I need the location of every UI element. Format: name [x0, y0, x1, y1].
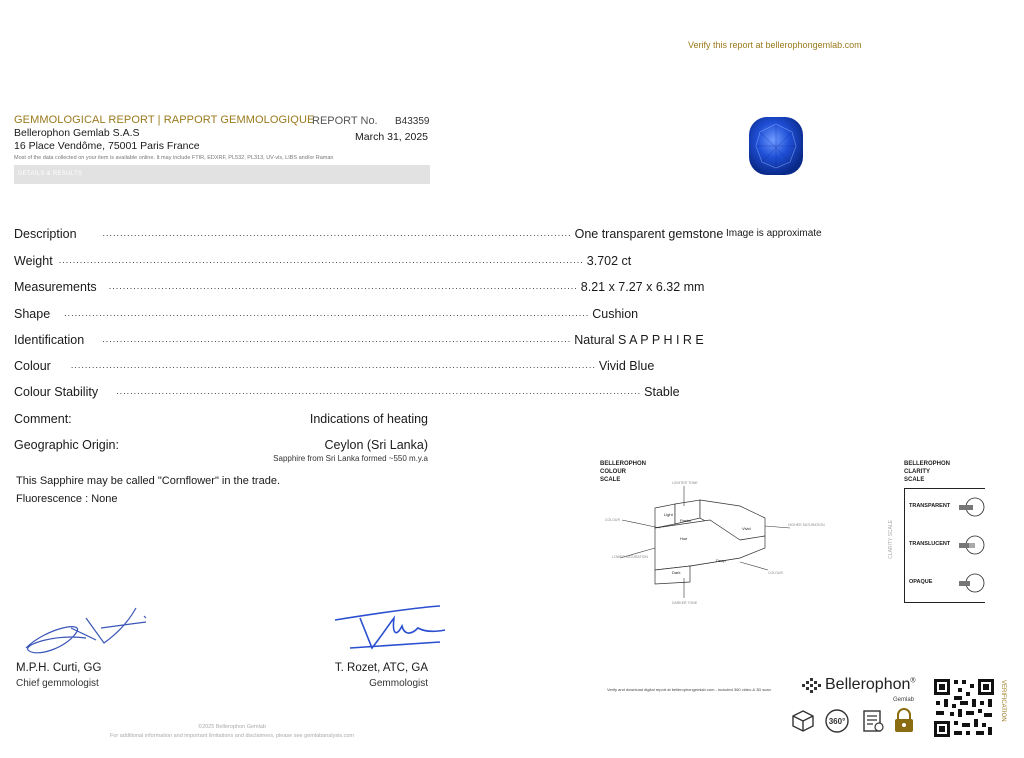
certificate-icon[interactable]	[860, 708, 886, 734]
field-label: Description	[14, 227, 77, 241]
3d-scan-icon[interactable]	[790, 708, 816, 734]
dot-leader: ......................................................................................................................................................	[70, 360, 596, 370]
svg-text:Light: Light	[664, 512, 673, 517]
signature-rozet	[330, 598, 450, 658]
field-label: Colour	[14, 359, 51, 373]
svg-text:LIGHTER TONE: LIGHTER TONE	[672, 481, 698, 485]
field-colour	[14, 355, 655, 373]
360-video-icon[interactable]	[824, 708, 850, 734]
signature-curti	[16, 598, 156, 662]
trade-note: This Sapphire may be called "Cornflower" in the trade.	[16, 475, 280, 487]
field-value: Indications of heating	[309, 412, 428, 426]
fluorescence-note: Fluorescence : None	[16, 493, 118, 505]
clarity-axis-label: CLARITY SCALE	[888, 520, 894, 559]
field-measurements	[14, 276, 705, 294]
footer-disclaimer: For additional information and important limitations and disclaimers, please see gemlabanalysis.com	[110, 733, 354, 739]
clarity-level: TRANSLUCENT	[909, 541, 951, 547]
clarity-level: OPAQUE	[909, 579, 933, 585]
field-value: One transparent gemstone	[574, 227, 724, 241]
svg-text:HIGHER SATURATION: HIGHER SATURATION	[788, 523, 825, 527]
field-colour-stability	[14, 381, 680, 399]
svg-text:360°: 360°	[828, 717, 846, 726]
field-value: Vivid Blue	[598, 359, 655, 373]
field-label: Geographic Origin:	[14, 438, 119, 452]
clarity-scale-title: BELLEROPHON CLARITY SCALE	[904, 461, 951, 483]
field-label: Measurements	[14, 280, 97, 294]
svg-text:COLOUR: COLOUR	[605, 518, 620, 522]
svg-text:Deep: Deep	[716, 558, 726, 563]
signatory-role: Chief gemmologist	[16, 678, 99, 689]
company-block	[14, 127, 200, 153]
dot-leader: ......................................................................................................................................	[102, 228, 572, 238]
field-shape	[14, 303, 639, 321]
qr-code[interactable]	[932, 677, 996, 739]
colour-scale-title: BELLEROPHON COLOUR SCALE	[600, 461, 647, 483]
qr-note: Verify and download digital report at bellerophongemlab.com - included 360 video & 3D scan	[607, 687, 771, 692]
clarity-icons	[957, 492, 985, 598]
report-number: B43359	[395, 116, 430, 127]
section-bar	[14, 165, 430, 184]
verify-link[interactable]: Verify this report at bellerophongemlab.com	[688, 40, 862, 50]
signatory-name: T. Rozet, ATC, GA	[334, 662, 428, 674]
signatory-2	[335, 662, 428, 689]
svg-text:DARKER TONE: DARKER TONE	[672, 601, 698, 605]
signatory-1	[16, 662, 101, 689]
field-geographic-origin	[14, 434, 428, 452]
field-label: Shape	[14, 307, 51, 321]
field-value: Natural S A P P H I R E	[574, 333, 704, 347]
signatory-name: M.P.H. Curti, GG	[16, 662, 102, 674]
field-value: 3.702 ct	[586, 254, 632, 268]
field-label: Identification	[14, 333, 85, 347]
lock-icon	[893, 708, 915, 734]
field-value: Stable	[644, 385, 680, 399]
report-date: March 31, 2025	[355, 131, 428, 143]
field-value: 8.21 x 7.27 x 6.32 mm	[580, 280, 705, 294]
image-caption: Image is approximate	[726, 228, 822, 239]
dot-leader: ......................................................................................................................................................	[64, 308, 590, 318]
section-bar-label: DETAILS & RESULTS	[18, 171, 83, 177]
clarity-scale-box	[904, 488, 985, 603]
bellerophon-logo-icon	[802, 678, 822, 694]
field-value: Cushion	[592, 307, 639, 321]
svg-text:COLOUR: COLOUR	[768, 571, 783, 575]
logo-wordmark: Bellerophon®	[825, 676, 916, 693]
footer-copyright: ©2025 Bellerophon Gemlab	[198, 724, 266, 730]
field-identification	[14, 329, 704, 347]
dot-leader: ......................................................................................................................................	[108, 281, 578, 291]
signatory-role: Gemmologist	[369, 678, 428, 689]
svg-text:Vivid: Vivid	[742, 526, 751, 531]
colour-scale-diagram	[600, 478, 825, 608]
dot-leader: ......................................................................................................................................................	[58, 255, 584, 265]
field-label: Colour Stability	[14, 385, 99, 399]
company-name: Bellerophon Gemlab S.A.S	[14, 127, 140, 139]
origin-note: Sapphire from Sri Lanka formed ~550 m.y.a	[273, 454, 428, 463]
field-comment	[14, 408, 428, 426]
report-title: GEMMOLOGICAL REPORT | RAPPORT GEMMOLOGIQUE	[14, 114, 315, 126]
field-weight	[14, 250, 632, 268]
verification-label: VERIFICATION	[1000, 680, 1006, 722]
svg-text:Hue: Hue	[680, 536, 688, 541]
field-value: Ceylon (Sri Lanka)	[324, 438, 428, 452]
company-address: 16 Place Vendôme, 75001 Paris France	[14, 140, 200, 152]
svg-text:Dark: Dark	[672, 570, 681, 575]
data-note: Most of the data collected on your item is available online. It may include FTIR, EDXRF, PL532, PL313, UV-vis, LIBS and/or Raman	[14, 155, 334, 161]
report-number-label: REPORT No.	[312, 115, 378, 127]
svg-text:Pastel: Pastel	[680, 518, 692, 523]
gemstone-image	[746, 114, 806, 178]
dot-leader: ......................................................................................................................................................	[116, 386, 642, 396]
clarity-level: TRANSPARENT	[909, 503, 951, 509]
svg-text:LOWER SATURATION: LOWER SATURATION	[612, 555, 648, 559]
field-description	[14, 223, 724, 241]
dot-leader: ......................................................................................................................................	[102, 334, 572, 344]
field-label: Weight	[14, 254, 53, 268]
logo-subtitle: Gemlab	[893, 697, 915, 703]
field-label: Comment:	[14, 412, 72, 426]
